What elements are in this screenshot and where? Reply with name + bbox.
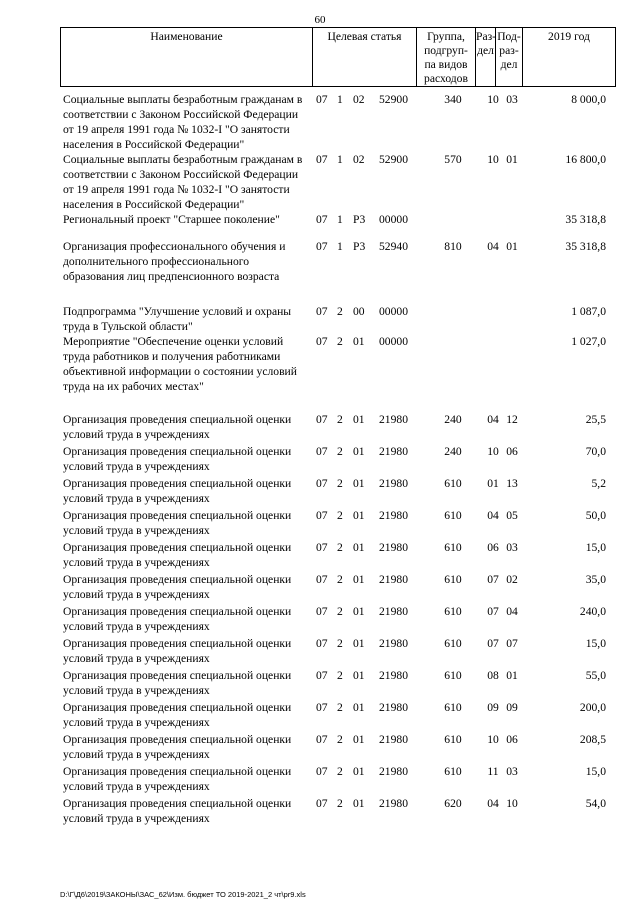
row-name: Организация проведения специальной оценки условий труда в учреждениях bbox=[63, 765, 292, 793]
table-row bbox=[60, 412, 620, 442]
row-code-subprogram: 2 bbox=[337, 701, 343, 714]
row-razdel: 07 bbox=[487, 637, 499, 650]
table-row bbox=[60, 476, 620, 506]
row-razdel: 10 bbox=[487, 93, 499, 106]
row-expense-group: 610 bbox=[444, 477, 462, 490]
header-year: 2019 год bbox=[523, 28, 616, 87]
row-amount: 15,0 bbox=[585, 541, 606, 554]
row-name: Организация проведения специальной оценки условий труда в учреждениях bbox=[63, 701, 292, 729]
row-code-program: 07 bbox=[316, 637, 328, 650]
row-amount: 35,0 bbox=[585, 573, 606, 586]
row-code-event: 01 bbox=[353, 573, 365, 586]
row-expense-group: 340 bbox=[444, 93, 462, 106]
header-podrazdel-line: Под- bbox=[497, 30, 521, 43]
row-code-program: 07 bbox=[316, 213, 328, 226]
table-row bbox=[60, 604, 620, 634]
table-row bbox=[60, 668, 620, 698]
row-expense-group: 620 bbox=[444, 797, 462, 810]
row-name: Социальные выплаты безработным гражданам в соответствии с Законом Российской Федерации от 19 апреля 1991 года № 1032-I "О занятости населения в Российской Федерации" bbox=[63, 153, 303, 211]
row-razdel: 11 bbox=[487, 765, 499, 778]
row-code-subprogram: 2 bbox=[337, 541, 343, 554]
row-code-program: 07 bbox=[316, 509, 328, 522]
row-amount: 55,0 bbox=[585, 669, 606, 682]
row-name: Организация проведения специальной оценки условий труда в учреждениях bbox=[63, 445, 292, 473]
row-code-program: 07 bbox=[316, 605, 328, 618]
table-row bbox=[60, 572, 620, 602]
header-razdel-line: Раз- bbox=[476, 30, 497, 43]
row-podrazdel: 03 bbox=[506, 93, 518, 106]
table-row bbox=[60, 508, 620, 538]
row-amount: 15,0 bbox=[585, 765, 606, 778]
row-podrazdel: 01 bbox=[506, 153, 518, 166]
page-number: 60 bbox=[314, 14, 326, 26]
row-code-direction: 21980 bbox=[379, 541, 408, 554]
table-body bbox=[60, 92, 620, 826]
row-code-direction: 52900 bbox=[379, 153, 408, 166]
row-code-subprogram: 1 bbox=[337, 240, 343, 253]
table-row bbox=[60, 732, 620, 762]
row-amount: 200,0 bbox=[579, 701, 606, 714]
row-code-program: 07 bbox=[316, 305, 328, 318]
row-amount: 54,0 bbox=[585, 797, 606, 810]
header-podrazdel-line: раз- bbox=[499, 44, 519, 57]
table-row bbox=[60, 304, 620, 334]
row-code-program: 07 bbox=[316, 797, 328, 810]
row-amount: 25,5 bbox=[585, 413, 606, 426]
row-podrazdel: 05 bbox=[506, 509, 518, 522]
row-amount: 240,0 bbox=[579, 605, 606, 618]
row-code-direction: 00000 bbox=[379, 335, 408, 348]
row-code-direction: 21980 bbox=[379, 413, 408, 426]
row-podrazdel: 03 bbox=[506, 541, 518, 554]
row-code-event: 01 bbox=[353, 765, 365, 778]
table-row bbox=[60, 796, 620, 826]
row-code-direction: 52940 bbox=[379, 240, 408, 253]
row-amount: 15,0 bbox=[585, 637, 606, 650]
row-amount: 35 318,8 bbox=[565, 240, 606, 253]
row-code-subprogram: 2 bbox=[337, 573, 343, 586]
row-expense-group: 610 bbox=[444, 509, 462, 522]
row-expense-group: 610 bbox=[444, 733, 462, 746]
row-code-subprogram: 2 bbox=[337, 733, 343, 746]
header-group bbox=[417, 28, 476, 87]
row-code-subprogram: 2 bbox=[337, 477, 343, 490]
row-code-subprogram: 2 bbox=[337, 797, 343, 810]
row-podrazdel: 10 bbox=[506, 797, 518, 810]
row-amount: 70,0 bbox=[585, 445, 606, 458]
header-group-line: Группа, bbox=[427, 30, 465, 43]
row-amount: 50,0 bbox=[585, 509, 606, 522]
row-podrazdel: 04 bbox=[506, 605, 518, 618]
row-razdel: 04 bbox=[487, 413, 499, 426]
row-razdel: 04 bbox=[487, 240, 499, 253]
row-code-program: 07 bbox=[316, 93, 328, 106]
row-code-event: 00 bbox=[353, 305, 365, 318]
table-row bbox=[60, 700, 620, 730]
row-code-program: 07 bbox=[316, 240, 328, 253]
row-expense-group: 240 bbox=[444, 413, 462, 426]
row-code-direction: 21980 bbox=[379, 605, 408, 618]
row-code-subprogram: 2 bbox=[337, 413, 343, 426]
row-code-subprogram: 1 bbox=[337, 93, 343, 106]
row-amount: 35 318,8 bbox=[565, 213, 606, 226]
row-podrazdel: 13 bbox=[506, 477, 518, 490]
row-code-subprogram: 1 bbox=[337, 213, 343, 226]
header-group-line: подгруп- bbox=[424, 44, 468, 57]
row-podrazdel: 02 bbox=[506, 573, 518, 586]
row-code-direction: 21980 bbox=[379, 509, 408, 522]
row-code-direction: 21980 bbox=[379, 797, 408, 810]
row-expense-group: 610 bbox=[444, 637, 462, 650]
row-code-program: 07 bbox=[316, 335, 328, 348]
row-code-event: 01 bbox=[353, 605, 365, 618]
header-group-line: расходов bbox=[424, 72, 468, 85]
table-row bbox=[60, 152, 620, 212]
row-podrazdel: 07 bbox=[506, 637, 518, 650]
header-podrazdel-line: дел bbox=[500, 58, 518, 71]
row-code-event: P3 bbox=[353, 213, 366, 226]
table-header bbox=[60, 27, 616, 87]
table-row bbox=[60, 212, 620, 227]
row-expense-group: 570 bbox=[444, 153, 462, 166]
row-code-event: 01 bbox=[353, 669, 365, 682]
row-amount: 1 087,0 bbox=[571, 305, 606, 318]
header-razdel bbox=[476, 28, 496, 87]
header-target: Целевая статья bbox=[313, 28, 417, 87]
table-row bbox=[60, 764, 620, 794]
row-expense-group: 810 bbox=[444, 240, 462, 253]
row-code-program: 07 bbox=[316, 669, 328, 682]
row-name: Организация проведения специальной оценки условий труда в учреждениях bbox=[63, 573, 292, 601]
row-expense-group: 610 bbox=[444, 605, 462, 618]
row-amount: 5,2 bbox=[591, 477, 606, 490]
row-podrazdel: 03 bbox=[506, 765, 518, 778]
row-code-event: 01 bbox=[353, 637, 365, 650]
row-code-subprogram: 2 bbox=[337, 445, 343, 458]
row-podrazdel: 09 bbox=[506, 701, 518, 714]
row-code-direction: 21980 bbox=[379, 445, 408, 458]
header-razdel-line: дел bbox=[477, 44, 494, 57]
table-row bbox=[60, 92, 620, 152]
row-razdel: 04 bbox=[487, 797, 499, 810]
row-expense-group: 610 bbox=[444, 701, 462, 714]
row-code-subprogram: 2 bbox=[337, 305, 343, 318]
row-code-program: 07 bbox=[316, 541, 328, 554]
row-code-subprogram: 2 bbox=[337, 669, 343, 682]
footer-file-path: D:\Г\Д6\2019\ЗАКОНЫ\ЗАС_62\Изм. бюджет ТО 2019-2021_2 чт\pr9.xls bbox=[60, 890, 306, 899]
row-code-direction: 00000 bbox=[379, 305, 408, 318]
row-code-event: 01 bbox=[353, 335, 365, 348]
row-name: Подпрограмма "Улучшение условий и охраны труда в Тульской области" bbox=[63, 305, 292, 333]
row-expense-group: 610 bbox=[444, 541, 462, 554]
row-code-event: 01 bbox=[353, 445, 365, 458]
row-name: Мероприятие "Обеспечение оценки условий труда работников и получения работниками объективной информации о состоянии условий труда на их рабочих местах" bbox=[63, 335, 297, 393]
row-code-direction: 21980 bbox=[379, 637, 408, 650]
row-code-direction: 21980 bbox=[379, 701, 408, 714]
row-code-subprogram: 2 bbox=[337, 509, 343, 522]
row-code-event: 01 bbox=[353, 541, 365, 554]
row-razdel: 10 bbox=[487, 733, 499, 746]
row-code-event: 02 bbox=[353, 93, 365, 106]
header-group-line: па видов bbox=[424, 58, 468, 71]
row-code-program: 07 bbox=[316, 573, 328, 586]
row-amount: 8 000,0 bbox=[571, 93, 606, 106]
row-code-program: 07 bbox=[316, 445, 328, 458]
row-razdel: 06 bbox=[487, 541, 499, 554]
row-name: Организация проведения специальной оценки условий труда в учреждениях bbox=[63, 669, 292, 697]
row-razdel: 07 bbox=[487, 573, 499, 586]
row-code-event: 01 bbox=[353, 477, 365, 490]
row-code-event: 02 bbox=[353, 153, 365, 166]
row-name: Организация проведения специальной оценки условий труда в учреждениях bbox=[63, 637, 292, 665]
row-podrazdel: 12 bbox=[506, 413, 518, 426]
row-amount: 1 027,0 bbox=[571, 335, 606, 348]
row-razdel: 01 bbox=[487, 477, 499, 490]
row-code-event: P3 bbox=[353, 240, 366, 253]
row-expense-group: 610 bbox=[444, 765, 462, 778]
row-name: Организация проведения специальной оценки условий труда в учреждениях bbox=[63, 797, 292, 825]
row-name: Организация проведения специальной оценки условий труда в учреждениях bbox=[63, 509, 292, 537]
row-podrazdel: 06 bbox=[506, 733, 518, 746]
row-razdel: 10 bbox=[487, 445, 499, 458]
header-podrazdel bbox=[496, 28, 523, 87]
row-podrazdel: 06 bbox=[506, 445, 518, 458]
row-name: Организация проведения специальной оценки условий труда в учреждениях bbox=[63, 477, 292, 505]
row-amount: 208,5 bbox=[579, 733, 606, 746]
row-code-event: 01 bbox=[353, 701, 365, 714]
row-name: Организация проведения специальной оценки условий труда в учреждениях bbox=[63, 733, 292, 761]
row-expense-group: 610 bbox=[444, 669, 462, 682]
row-code-direction: 21980 bbox=[379, 477, 408, 490]
row-code-direction: 21980 bbox=[379, 765, 408, 778]
row-code-direction: 21980 bbox=[379, 669, 408, 682]
row-razdel: 08 bbox=[487, 669, 499, 682]
row-code-program: 07 bbox=[316, 733, 328, 746]
row-code-subprogram: 2 bbox=[337, 765, 343, 778]
row-code-subprogram: 2 bbox=[337, 637, 343, 650]
row-name: Организация проведения специальной оценки условий труда в учреждениях bbox=[63, 413, 292, 441]
row-code-event: 01 bbox=[353, 509, 365, 522]
row-razdel: 09 bbox=[487, 701, 499, 714]
row-razdel: 10 bbox=[487, 153, 499, 166]
row-code-program: 07 bbox=[316, 477, 328, 490]
row-podrazdel: 01 bbox=[506, 240, 518, 253]
row-code-event: 01 bbox=[353, 413, 365, 426]
row-code-direction: 21980 bbox=[379, 573, 408, 586]
row-code-direction: 52900 bbox=[379, 93, 408, 106]
row-code-direction: 21980 bbox=[379, 733, 408, 746]
row-name: Социальные выплаты безработным гражданам в соответствии с Законом Российской Федерации от 19 апреля 1991 года № 1032-I "О занятости населения в Российской Федерации" bbox=[63, 93, 303, 151]
row-code-subprogram: 1 bbox=[337, 153, 343, 166]
header-name: Наименование bbox=[61, 28, 313, 87]
row-name: Организация профессионального обучения и дополнительного профессионального образования лиц предпенсионного возраста bbox=[63, 240, 286, 283]
row-code-direction: 00000 bbox=[379, 213, 408, 226]
row-razdel: 07 bbox=[487, 605, 499, 618]
table-row bbox=[60, 334, 620, 394]
row-podrazdel: 01 bbox=[506, 669, 518, 682]
row-code-program: 07 bbox=[316, 413, 328, 426]
table-row bbox=[60, 239, 620, 284]
row-amount: 16 800,0 bbox=[565, 153, 606, 166]
table-row bbox=[60, 636, 620, 666]
row-code-event: 01 bbox=[353, 797, 365, 810]
row-name: Региональный проект "Старшее поколение" bbox=[63, 213, 280, 226]
row-code-program: 07 bbox=[316, 701, 328, 714]
row-razdel: 04 bbox=[487, 509, 499, 522]
table-row bbox=[60, 540, 620, 570]
row-name: Организация проведения специальной оценки условий труда в учреждениях bbox=[63, 541, 292, 569]
row-code-subprogram: 2 bbox=[337, 605, 343, 618]
table-row bbox=[60, 444, 620, 474]
row-expense-group: 610 bbox=[444, 573, 462, 586]
row-code-subprogram: 2 bbox=[337, 335, 343, 348]
row-expense-group: 240 bbox=[444, 445, 462, 458]
row-code-program: 07 bbox=[316, 153, 328, 166]
row-code-event: 01 bbox=[353, 733, 365, 746]
row-code-program: 07 bbox=[316, 765, 328, 778]
row-name: Организация проведения специальной оценки условий труда в учреждениях bbox=[63, 605, 292, 633]
